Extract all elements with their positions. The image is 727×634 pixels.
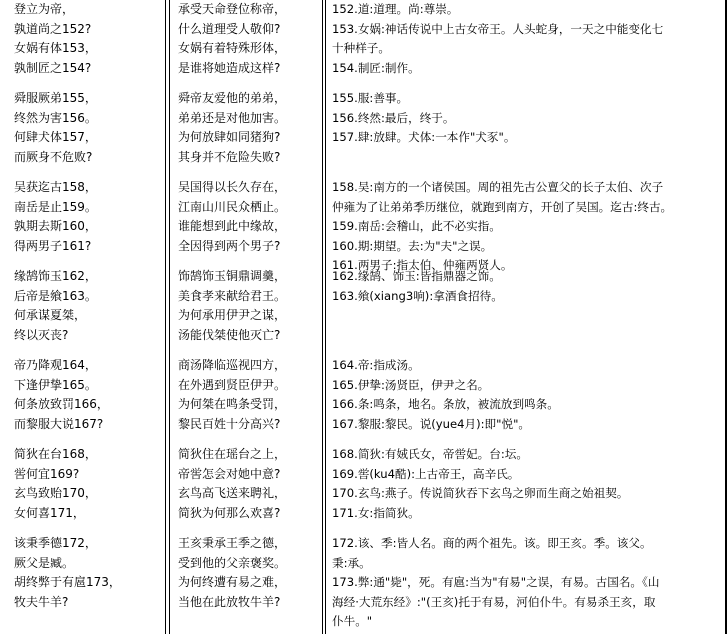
original-line: 女娲有体153， [14,41,97,55]
original-line: 登立为帝， [14,2,75,16]
original-line: 简狄在台168， [14,447,97,461]
notes-stanza [332,534,712,632]
translation-line: 为何终遭有易之难， [178,575,287,589]
original-line: 南岳是止159。 [14,199,97,214]
note-line: 157.肆:放肆。犬体:一本作"犬豕"。 [332,130,516,144]
original-line: 胡终弊于有扈173， [14,575,121,589]
translation-stanza [178,356,318,434]
original-line: 孰制匠之154? [14,60,92,75]
note-line: 159.南岳:会稽山，此不必实指。 [332,219,501,233]
translation-line: 简狄为何那么欢喜? [178,505,281,520]
note-line: 167.黎服:黎民。说(yue4月):即"悦"。 [332,416,530,431]
translation-line: 江南山川民众栖止。 [178,199,287,214]
original-line: 终以灭丧? [14,327,69,342]
original-line: 终然为害156。 [14,110,97,125]
original-stanza [14,267,149,345]
note-line: 158.吴:南方的一个诸侯国。周的祖先古公亶父的长子太伯、次子 [332,180,664,194]
note-line: 168.简狄:有娀氏女，帝喾妃。台:坛。 [332,447,528,461]
translation-line: 为何承用伊尹之谋， [178,308,287,322]
translation-line: 全因得到两个男子? [178,238,281,253]
translation-line: 吴国得以长久存在， [178,180,287,194]
original-line: 孰期去斯160， [14,219,97,233]
translation-line: 受到他的父亲褒奖。 [178,555,287,570]
original-line: 舜服厥弟155， [14,91,97,105]
original-line: 玄鸟致贻170， [14,486,97,500]
original-line: 喾何宜169? [14,466,80,481]
translation-stanza [178,445,318,523]
translation-line: 在外遇到贤臣伊尹。 [178,377,287,392]
note-line: 160.期:期望。去:为"夫"之误。 [332,238,493,253]
note-line: 162.缘鹄、饰玉:皆指鼎器之饰。 [332,269,501,283]
original-line: 而厥身不危败? [14,149,93,164]
original-line: 帝乃降观164， [14,358,97,372]
translation-line: 黎民百姓十分高兴? [178,416,281,431]
translation-line: 当他在此放牧牛羊? [178,594,281,609]
original-line: 下逢伊挚165。 [14,377,97,392]
original-line: 后帝是飨163。 [14,288,97,303]
translation-line: 什么道理受人敬仰? [178,21,281,36]
note-line: 163.飨(xiang3响):拿酒食招待。 [332,288,503,303]
original-line: 吴获迄古158， [14,180,97,194]
column-divider [169,0,170,634]
note-line: 154.制匠:制作。 [332,60,420,75]
original-stanza [14,356,149,434]
note-line: 海经·大荒东经》:"(王亥)托于有易，河伯仆牛。有易杀王亥，取 [332,594,656,609]
column-divider [322,0,323,634]
translation-line: 为何桀在鸣条受罚， [178,397,287,411]
notes-stanza [332,0,712,78]
note-line: 仆牛。" [332,614,373,628]
translation-line: 舜帝友爱他的弟弟， [178,91,287,105]
original-line: 厥父是臧。 [14,555,75,570]
translation-stanza [178,0,318,78]
translation-line: 其身并不危险失败? [178,149,281,164]
note-line: 164.帝:指成汤。 [332,358,420,372]
original-line: 牧夫牛羊? [14,594,69,609]
original-line: 何肆犬体157， [14,130,97,144]
note-line: 165.伊挚:汤贤臣，伊尹之名。 [332,377,490,392]
translation-line: 帝喾怎会对她中意? [178,466,281,481]
notes-stanza [332,267,712,306]
translation-line: 女娲有着特殊形体， [178,41,287,55]
original-stanza [14,178,149,256]
translation-line: 承受天命登位称帝， [178,2,287,16]
original-line: 该秉季德172， [14,536,97,550]
translation-line: 谁能想到此中缘故， [178,219,287,233]
translation-line: 为何放肆如同猪狗? [178,130,281,144]
note-line: 仲雍为了让弟弟季历继位，就跑到南方，开创了吴国。迄古:终古。 [332,199,673,214]
note-line: 秉:承。 [332,555,371,570]
note-line: 153.女娲:神话传说中上古女帝王。人头蛇身，一天之中能变化七 [332,21,664,36]
original-line: 女何喜171， [14,505,85,520]
note-line: 173.弊:通"毙"，死。有扈:当为"有易"之误，有易。古国名。《山 [332,575,660,589]
note-line: 166.条:鸣条，地名。条放，被流放到鸣条。 [332,397,559,411]
original-line: 何承谋夏桀， [14,308,87,322]
note-line: 161.两男子:指太伯、仲雍两贤人。 [332,258,513,272]
note-line: 170.玄鸟:燕子。传说简狄吞下玄鸟之卵而生商之始祖契。 [332,486,629,500]
translation-line: 汤能伐桀使他灭亡? [178,327,281,342]
note-line: 156.终然:最后，终于。 [332,110,455,125]
original-line: 缘鹄饰玉162， [14,269,97,283]
translation-line: 王亥秉承王季之德， [178,536,287,550]
note-line: 155.服:善事。 [332,91,409,105]
note-line: 171.女:指简狄。 [332,505,420,520]
column-divider [165,0,166,634]
notes-stanza [332,89,712,148]
translation-line: 弟弟还是对他加害。 [178,110,287,125]
translation-line: 简狄住在瑶台之上， [178,447,287,461]
translation-stanza [178,178,318,256]
column-divider [325,0,326,634]
original-stanza [14,445,149,523]
translation-stanza [178,89,318,167]
translation-stanza [178,534,318,612]
translation-line: 商汤降临巡视四方， [178,358,287,372]
translation-line: 美食孝来献给君王。 [178,288,287,303]
notes-stanza [332,178,712,276]
translation-line: 饰鹄饰玉铜鼎调羹， [178,269,287,283]
note-line: 十种样子。 [332,41,390,55]
translation-stanza [178,267,318,345]
notes-stanza [332,356,712,434]
original-line: 孰道尚之152? [14,21,92,36]
translation-line: 是谁将她造成这样? [178,60,281,75]
note-line: 152.道:道理。尚:尊崇。 [332,2,459,16]
translation-line: 玄鸟高飞送来聘礼， [178,486,287,500]
notes-stanza [332,445,712,523]
original-line: 而黎服大说167? [14,416,104,431]
original-line: 何条放致罚166， [14,397,109,411]
original-line: 得两男子161? [14,238,92,253]
note-line: 169.喾(ku4酷):上古帝王，高辛氏。 [332,466,520,481]
original-stanza [14,534,149,612]
original-stanza [14,89,149,167]
original-stanza [14,0,149,78]
note-line: 172.该、季:皆人名。商的两个祖先。该。即王亥。季。该父。 [332,536,652,550]
